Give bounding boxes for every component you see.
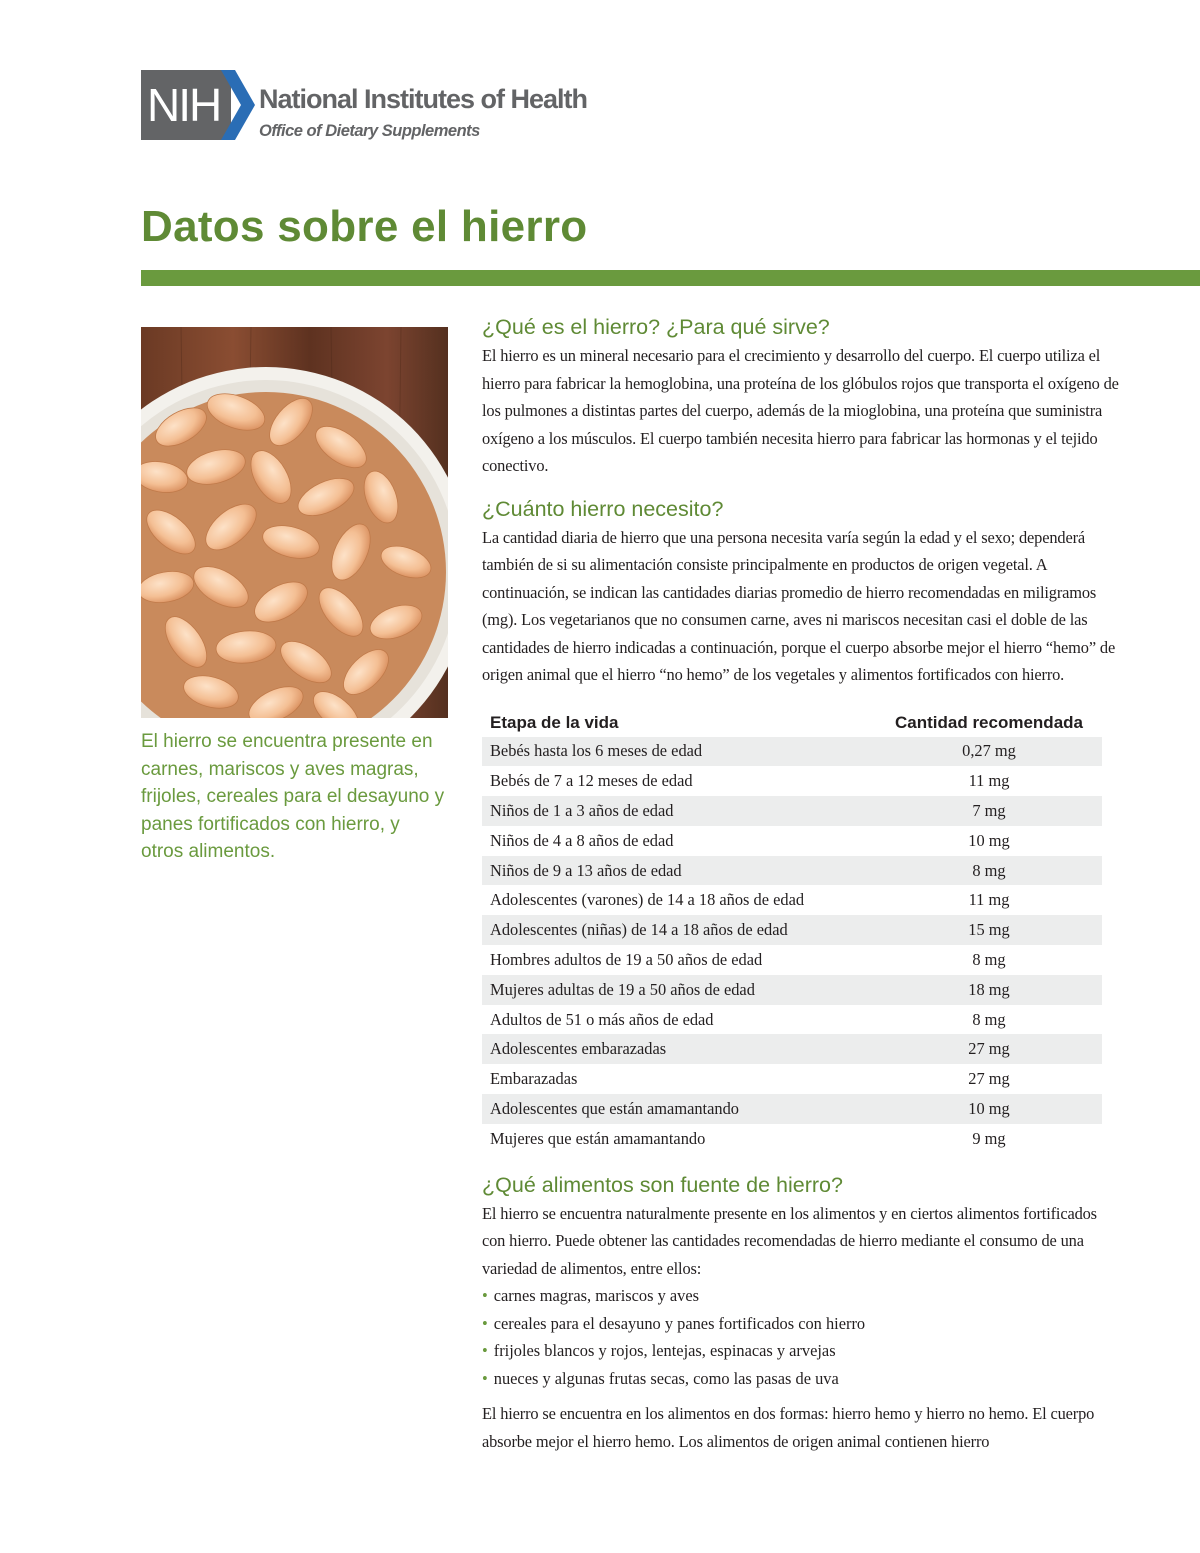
amount-cell: 11 mg (968, 890, 1010, 910)
life-stage-cell: Adolescentes (varones) de 14 a 18 años de edad (490, 890, 805, 910)
table-header-row (482, 709, 1102, 737)
table-row (482, 975, 1102, 1005)
life-stage-cell: Hombres adultos de 19 a 50 años de edad (490, 949, 763, 969)
column-header-life-stage: Etapa de la vida (490, 712, 619, 732)
list-item-text: cereales para el desayuno y panes fortificados con hierro (493, 1313, 866, 1333)
section-heading: ¿Qué es el hierro? ¿Para qué sirve? (482, 315, 830, 339)
section-body: El hierro es un mineral necesario para el crecimiento y desarrollo del cuerpo. El cuerpo utiliza el hierro para fabricar la hemoglobina, una proteína de los glóbulos rojos que transporta el oxígeno de los pulmones a distintas partes del cuerpo, además de la mioglobina, una proteína que suministra oxígeno a los músculos. El cuerpo también necesita hierro para fabricar las hormonas y el tejido conectivo. (482, 346, 1119, 475)
photo-caption: El hierro se encuentra presente en carnes, mariscos y aves magras, frijoles, cereales para el desayuno y panes fortificados con hierro, y otros alimentos. (141, 731, 445, 862)
table-row (482, 915, 1102, 945)
table-row (482, 826, 1102, 856)
life-stage-cell: Adolescentes embarazadas (482, 1034, 876, 1064)
table-row (482, 796, 1102, 826)
table-row (482, 1064, 1102, 1094)
list-item-text: carnes magras, mariscos y aves (493, 1286, 700, 1306)
list-item (482, 1282, 1122, 1310)
table-row (482, 885, 1102, 915)
logo-chevron-icon (221, 70, 255, 140)
life-stage-cell: Niños de 1 a 3 años de edad (482, 796, 876, 826)
table-row (482, 737, 1102, 767)
table-body (482, 737, 1102, 1154)
amount-cell: 11 mg (968, 771, 1010, 791)
amount-cell: 7 mg (876, 796, 1102, 826)
section-body: La cantidad diaria de hierro que una persona necesita varía según la edad y el sexo; dependerá también de si su alimentación consiste principalmente en productos de origen vegetal. A continuación, se indican las cantidades diarias promedio de hierro recomendadas en miligramos (mg). Los vegetarianos que no consumen carne, aves ni mariscos necesitan casi el doble de las cantidades de hierro indicadas a continuación, porque el cuerpo absorbe mejor el hierro “hemo” de origen animal que el hierro “no hemo” de los vegetales y alimentos fortificados con hierro. (482, 527, 1116, 684)
amount-cell: 10 mg (876, 1094, 1102, 1124)
amount-cell: 18 mg (876, 975, 1102, 1005)
table-row (482, 856, 1102, 886)
logo-abbreviation: NIH (141, 70, 231, 140)
table-row (482, 1005, 1102, 1035)
section-what-is-iron (482, 312, 1122, 480)
list-item-text: nueces y algunas frutas secas, como las pasas de uva (493, 1368, 839, 1388)
table-row (482, 945, 1102, 975)
table-row (482, 1124, 1102, 1154)
life-stage-cell: Niños de 9 a 13 años de edad (482, 856, 876, 886)
bullet-icon: • (482, 1286, 488, 1306)
life-stage-cell: Adolescentes (niñas) de 14 a 18 años de edad (482, 915, 876, 945)
section-body-continued: El hierro se encuentra en los alimentos en dos formas: hierro hemo y hierro no hemo. El cuerpo absorbe mejor el hierro hemo. Los alimentos de origen animal contienen hierro (482, 1404, 1095, 1451)
bullet-icon: • (482, 1341, 488, 1361)
page-title: Datos sobre el hierro (141, 202, 588, 251)
list-item (482, 1365, 1122, 1393)
life-stage-cell: Bebés hasta los 6 meses de edad (482, 737, 876, 767)
life-stage-cell: Adultos de 51 o más años de edad (490, 1009, 714, 1029)
amount-cell: 10 mg (968, 830, 1010, 850)
life-stage-cell: Adolescentes que están amamantando (482, 1094, 876, 1124)
amount-cell: 0,27 mg (876, 737, 1102, 767)
column-header-amount: Cantidad recomendada (895, 712, 1083, 732)
section-heading: ¿Qué alimentos son fuente de hierro? (482, 1172, 843, 1197)
amount-cell: 9 mg (972, 1128, 1006, 1148)
amount-cell: 8 mg (876, 856, 1102, 886)
title-divider (141, 270, 1200, 286)
table-row (482, 1034, 1102, 1064)
recommended-amounts-table (482, 709, 1102, 1154)
life-stage-cell: Niños de 4 a 8 años de edad (490, 830, 674, 850)
life-stage-cell: Mujeres que están amamantando (490, 1128, 706, 1148)
beans-bowl-photo (141, 327, 448, 718)
life-stage-cell: Bebés de 7 a 12 meses de edad (490, 771, 693, 791)
main-content (482, 312, 1122, 1455)
life-stage-cell: Embarazadas (490, 1069, 578, 1089)
bullet-icon: • (482, 1313, 488, 1333)
organization-name: National Institutes of Health (259, 84, 588, 114)
list-item (482, 1337, 1122, 1365)
amount-cell: 15 mg (876, 915, 1102, 945)
table-row (482, 766, 1102, 796)
section-heading: ¿Cuánto hierro necesito? (482, 496, 724, 521)
section-how-much-iron (482, 494, 1122, 689)
section-body: El hierro se encuentra naturalmente presente en los alimentos y en ciertos alimentos fortificados con hierro. Puede obtener las cantidades recomendadas de hierro mediante el consumo de una variedad de alimentos, entre ellos: (482, 1203, 1097, 1278)
food-source-list (482, 1282, 1122, 1392)
amount-cell: 27 mg (968, 1069, 1010, 1089)
amount-cell: 8 mg (972, 1009, 1006, 1029)
office-name: Office of Dietary Supplements (259, 122, 480, 140)
list-item (482, 1310, 1122, 1338)
list-item-text: frijoles blancos y rojos, lentejas, espinacas y arvejas (493, 1341, 836, 1361)
section-food-sources (482, 1170, 1122, 1456)
bullet-icon: • (482, 1368, 488, 1388)
amount-cell: 27 mg (876, 1034, 1102, 1064)
life-stage-cell: Mujeres adultas de 19 a 50 años de edad (482, 975, 876, 1005)
amount-cell: 8 mg (972, 949, 1006, 969)
table-row (482, 1094, 1102, 1124)
